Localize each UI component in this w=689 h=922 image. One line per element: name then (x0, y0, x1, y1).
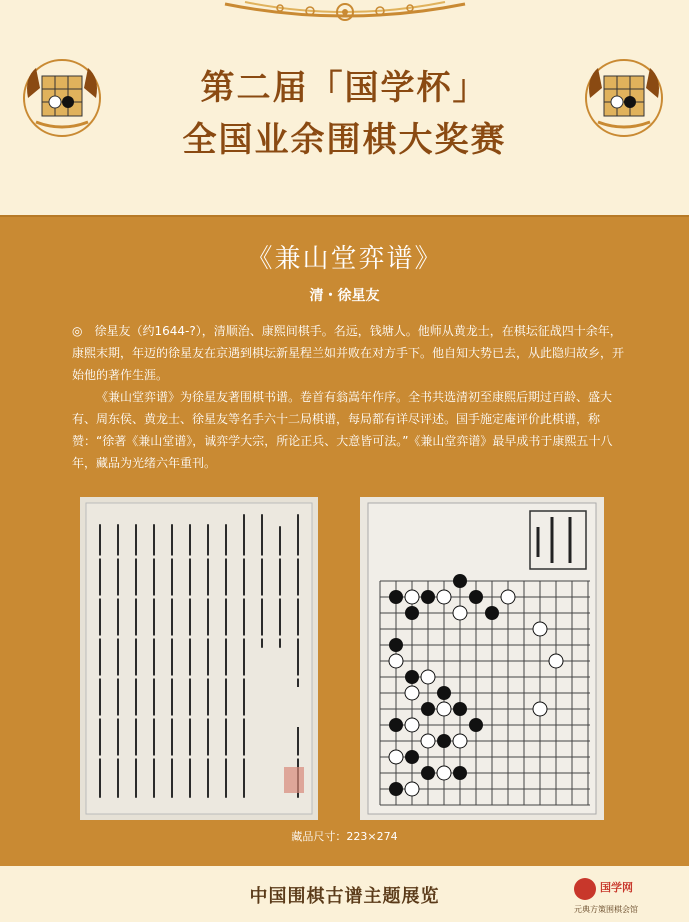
description (72, 320, 624, 474)
item-size-caption: 藏品尺寸：223×274 (291, 830, 398, 843)
book-title: 《兼山堂弈谱》 (246, 244, 443, 274)
guoxue-logo[interactable] (574, 878, 684, 918)
logo-name: 国学网 (600, 881, 633, 894)
event-title-line2: 全国业余围棋大奖赛 (182, 120, 507, 160)
knot-ornament-icon (215, 0, 475, 26)
book-author: 清・徐星友 (309, 288, 380, 304)
description-paragraph-1: ◎ 徐星友（约1644-?），清顺治、康熙间棋手。名远，钱塘人。他师从黄龙士，在棋坛征战四十余年，康熙末期，年迈的徐星友在京遇到棋坛新星程兰如并败在对方手下。他自知大势已去，从此隐归故乡，开始他的著作生涯。 (72, 324, 625, 382)
event-title-line1: 第二届「国学杯」 (200, 68, 489, 108)
logo-subtitle: 元典方策围棋会馆 (574, 905, 638, 914)
exhibition-title: 中国围棋古谱主题展览 (249, 886, 440, 907)
seal-logo-icon (574, 878, 596, 900)
preface-page-photo (80, 497, 318, 820)
game-record-page-photo (360, 497, 604, 820)
header-divider (0, 215, 689, 217)
description-paragraph-2: 《兼山堂弈谱》为徐星友著围棋书谱。卷首有翁嵩年作序。全书共选清初至康熙后期过百龄、盛大有、周东侯、黄龙士、徐星友等名手六十二局棋谱，每局都有详尽评述。国手施定庵评价此棋谱，称赞：“徐著《兼山堂谱》，诚弈学大宗，所论正兵、大意皆可法。”《兼山堂弈谱》最早成书于康熙五十八年，藏品为光绪六年重刊。 (72, 390, 613, 470)
